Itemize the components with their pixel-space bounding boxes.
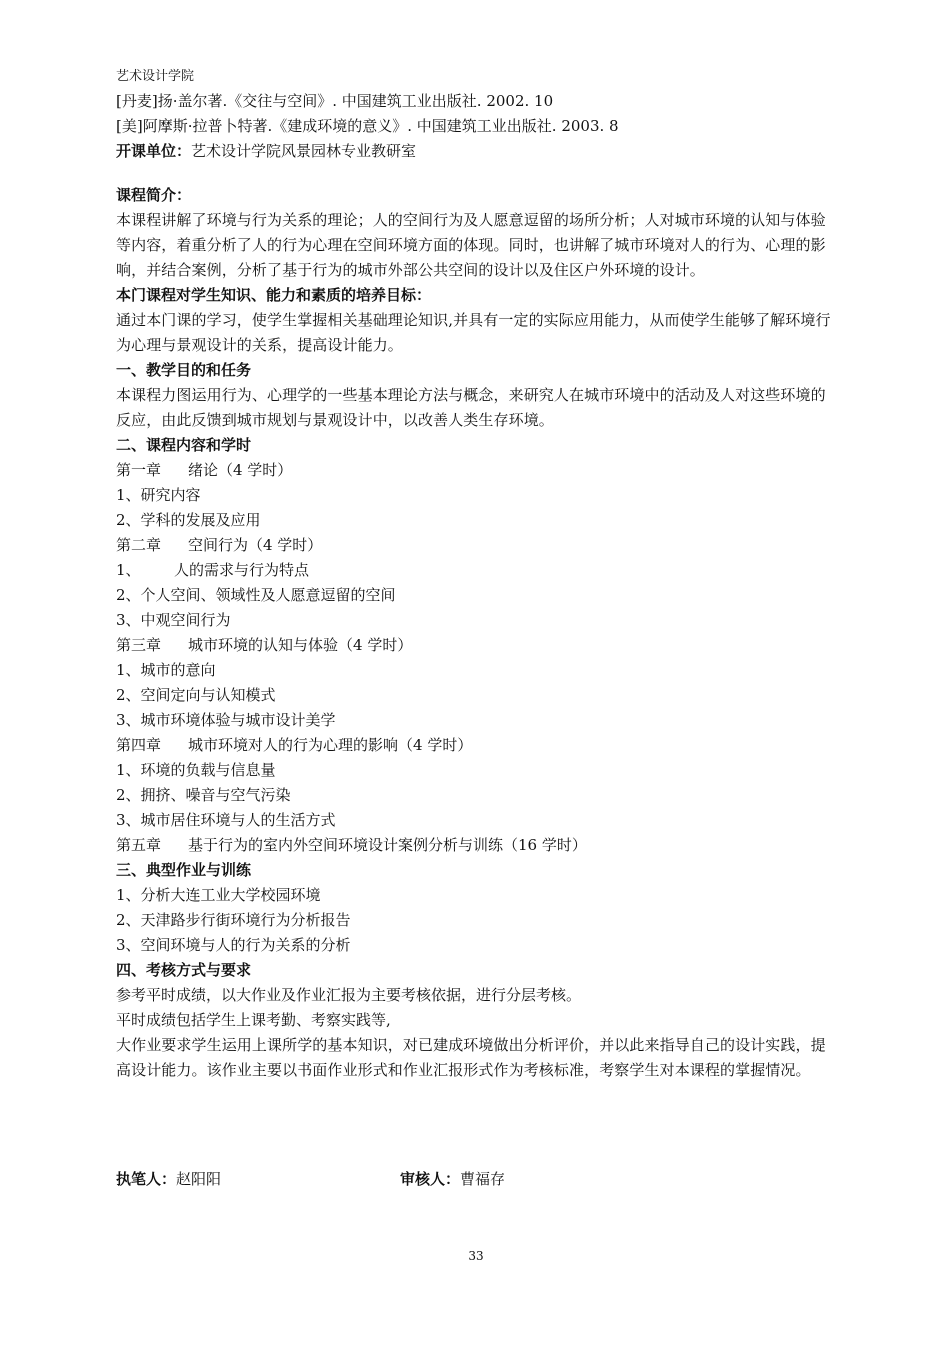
chapter-5-title: 基于行为的室内外空间环境设计案例分析与训练（16 学时） (188, 836, 587, 854)
list-item (116, 558, 836, 583)
list-item: 1、环境的负载与信息量 (116, 761, 276, 779)
chapter-1 (116, 458, 836, 483)
section4-heading: 四、考核方式与要求 (116, 961, 252, 979)
chapter-4-num: 第四章 (116, 736, 162, 754)
chapter-2-title: 空间行为（4 学时） (188, 536, 323, 554)
list-item-num: 1、 (116, 561, 141, 579)
list-item: 1、城市的意向 (116, 661, 216, 679)
writer-name: 赵阳阳 (176, 1170, 222, 1188)
list-item: 2、拥挤、噪音与空气污染 (116, 786, 291, 804)
list-item: 3、中观空间行为 (116, 611, 231, 629)
chapter-5-num: 第五章 (116, 836, 162, 854)
course-unit (116, 139, 836, 164)
course-unit-label: 开课单位： (116, 142, 192, 160)
list-item: 1、分析大连工业大学校园环境 (116, 886, 321, 904)
goals-heading: 本门课程对学生知识、能力和素质的培养目标： (116, 286, 432, 304)
assessment-text: 大作业要求学生运用上课所学的基本知识，对已建成环境做出分析评价，并以此来指导自己的设计实践，提高设计能力。该作业主要以书面作业形式和作业汇报形式作为考核标准，考察学生对本课程的掌握情况。 (116, 1036, 826, 1079)
chapter-2 (116, 533, 836, 558)
reviewer-name: 曹福存 (460, 1170, 506, 1188)
chapter-1-num: 第一章 (116, 461, 162, 479)
reference-1: [丹麦]扬·盖尔著.《交往与空间》. 中国建筑工业出版社. 2002. 10 (116, 92, 554, 110)
chapter-3-title: 城市环境的认知与体验（4 学时） (188, 636, 413, 654)
college-header: 艺术设计学院 (116, 69, 195, 84)
list-item: 2、天津路步行街环境行为分析报告 (116, 911, 351, 929)
list-item: 3、城市居住环境与人的生活方式 (116, 811, 336, 829)
reviewer (400, 1167, 505, 1192)
writer-label: 执笔人： (116, 1170, 177, 1188)
page-number: 33 (468, 1249, 484, 1263)
section2-heading: 二、课程内容和学时 (116, 436, 252, 454)
list-item: 3、城市环境体验与城市设计美学 (116, 711, 336, 729)
course-unit-value: 艺术设计学院风景园林专业教研室 (191, 142, 417, 160)
chapter-2-num: 第二章 (116, 536, 162, 554)
intro-heading: 课程简介： (116, 186, 192, 204)
section1-heading: 一、教学目的和任务 (116, 361, 252, 379)
list-item: 2、空间定向与认知模式 (116, 686, 276, 704)
list-item-text: 人的需求与行为特点 (174, 561, 310, 579)
chapter-3-num: 第三章 (116, 636, 162, 654)
list-item: 2、个人空间、领域性及人愿意逗留的空间 (116, 586, 396, 604)
chapter-1-title: 绪论（4 学时） (188, 461, 293, 479)
assessment-line-2: 平时成绩包括学生上课考勤、考察实践等, (116, 1011, 391, 1029)
section1-text: 本课程力图运用行为、心理学的一些基本理论方法与概念，来研究人在城市环境中的活动及人对这些环境的反应，由此反馈到城市规划与景观设计中，以改善人类生存环境。 (116, 386, 826, 429)
list-item: 2、学科的发展及应用 (116, 511, 261, 529)
assessment-line-1: 参考平时成绩，以大作业及作业汇报为主要考核依据，进行分层考核。 (116, 986, 582, 1004)
reference-2: [美]阿摩斯·拉普卜特著.《建成环境的意义》. 中国建筑工业出版社. 2003. 8 (116, 117, 619, 135)
goals-text: 通过本门课的学习，使学生掌握相关基础理论知识,并具有一定的实际应用能力，从而使学生能够了解环境行为心理与景观设计的关系，提高设计能力。 (116, 311, 831, 354)
chapter-4 (116, 733, 836, 758)
chapter-3 (116, 633, 836, 658)
section3-heading: 三、典型作业与训练 (116, 861, 252, 879)
document-body (116, 64, 836, 1083)
reviewer-label: 审核人： (400, 1170, 461, 1188)
writer (116, 1167, 221, 1192)
list-item: 3、空间环境与人的行为关系的分析 (116, 936, 351, 954)
intro-text: 本课程讲解了环境与行为关系的理论；人的空间行为及人愿意逗留的场所分析；人对城市环境的认知与体验等内容，着重分析了人的行为心理在空间环境方面的体现。同时，也讲解了城市环境对人的行为、心理的影响，并结合案例，分析了基于行为的城市外部公共空间的设计以及住区户外环境的设计。 (116, 211, 826, 279)
list-item: 1、研究内容 (116, 486, 201, 504)
chapter-4-title: 城市环境对人的行为心理的影响（4 学时） (188, 736, 473, 754)
chapter-5 (116, 833, 836, 858)
